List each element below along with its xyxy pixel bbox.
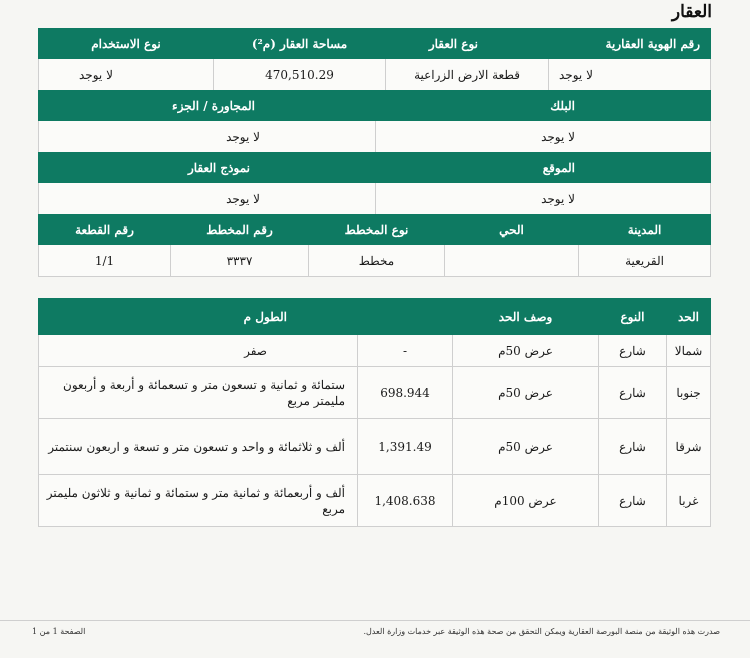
header-cell: رقم القطعة: [39, 215, 171, 245]
block-info-table: [38, 90, 711, 153]
type-cell: شارع: [599, 335, 667, 367]
type-cell: شارع: [599, 475, 667, 527]
header-cell: الحي: [445, 215, 579, 245]
desc-cell: عرض 50م: [453, 367, 599, 419]
header-cell: نوع الاستخدام: [39, 29, 214, 59]
desc-cell: عرض 100م: [453, 475, 599, 527]
header-cell: الطول م: [39, 299, 358, 335]
number-cell: 698.944: [358, 367, 453, 419]
header-cell: النوع: [599, 299, 667, 335]
length-text-cell: ألف و ثلاثمائة و واحد و تسعون متر و تسعة و اربعون سنتمتر: [39, 419, 358, 475]
boundaries-table: [38, 298, 711, 527]
value-row: [39, 183, 711, 215]
value-cell: لا يوجد: [39, 121, 376, 153]
location-info-table: [38, 152, 711, 215]
header-cell: رقم الهوية العقارية: [549, 29, 711, 59]
side-cell: شمالا: [667, 335, 711, 367]
header-row: [39, 91, 711, 121]
value-row: [39, 121, 711, 153]
value-cell: لا يوجد: [39, 183, 376, 215]
header-cell: نموذج العقار: [39, 153, 376, 183]
footer-note: صدرت هذه الوثيقة من منصة البورصة العقارية ويمكن التحقق من صحة هذه الوثيقة عبر خدمات وزارة العدل.: [363, 627, 720, 636]
number-cell: 1,391.49: [358, 419, 453, 475]
table-row: [39, 335, 711, 367]
value-cell: لا يوجد: [39, 59, 214, 91]
side-cell: غربا: [667, 475, 711, 527]
property-info-table: [38, 28, 711, 91]
number-cell: -: [358, 335, 453, 367]
header-cell: المجاورة / الجزء: [39, 91, 376, 121]
value-cell: لا يوجد: [376, 121, 711, 153]
header-row: [39, 29, 711, 59]
table-row: [39, 419, 711, 475]
value-cell: 470,510.29: [214, 59, 386, 91]
section-title: العقار: [671, 2, 712, 22]
value-cell: ٣٣٣٧: [171, 245, 309, 277]
side-cell: شرقا: [667, 419, 711, 475]
header-cell: نوع العقار: [386, 29, 549, 59]
table-row: [39, 475, 711, 527]
value-row: [39, 59, 711, 91]
value-cell: قطعة الارض الزراعية: [386, 59, 549, 91]
header-cell: نوع المخطط: [309, 215, 445, 245]
plan-info-table: [38, 214, 711, 277]
type-cell: شارع: [599, 419, 667, 475]
desc-cell: عرض 50م: [453, 419, 599, 475]
side-cell: جنوبا: [667, 367, 711, 419]
header-cell: [358, 299, 453, 335]
length-text-cell: ستمائة و ثمانية و تسعون متر و تسعمائة و أربعة و أربعون مليمتر مربع: [39, 367, 358, 419]
header-cell: البلك: [376, 91, 711, 121]
header-row: [39, 153, 711, 183]
value-cell: لا يوجد: [549, 59, 711, 91]
header-cell: الحد: [667, 299, 711, 335]
header-row: [39, 215, 711, 245]
header-cell: المدينة: [579, 215, 711, 245]
header-cell: الموقع: [376, 153, 711, 183]
value-cell: [445, 245, 579, 277]
page-footer: [0, 620, 750, 641]
value-cell: لا يوجد: [376, 183, 711, 215]
value-row: [39, 245, 711, 277]
length-text-cell: صفر: [39, 335, 358, 367]
length-text-cell: ألف و أربعمائة و ثمانية متر و ستمائة و ثمانية و ثلاثون مليمتر مربع: [39, 475, 358, 527]
header-cell: رقم المخطط: [171, 215, 309, 245]
value-cell: 1/1: [39, 245, 171, 277]
header-row: [39, 299, 711, 335]
value-cell: مخطط: [309, 245, 445, 277]
number-cell: 1,408.638: [358, 475, 453, 527]
type-cell: شارع: [599, 367, 667, 419]
desc-cell: عرض 50م: [453, 335, 599, 367]
header-cell: وصف الحد: [453, 299, 599, 335]
value-cell: القريعية: [579, 245, 711, 277]
page-number: الصفحة 1 من 1: [32, 627, 86, 636]
table-row: [39, 367, 711, 419]
header-cell: مساحة العقار (م²): [214, 29, 386, 59]
